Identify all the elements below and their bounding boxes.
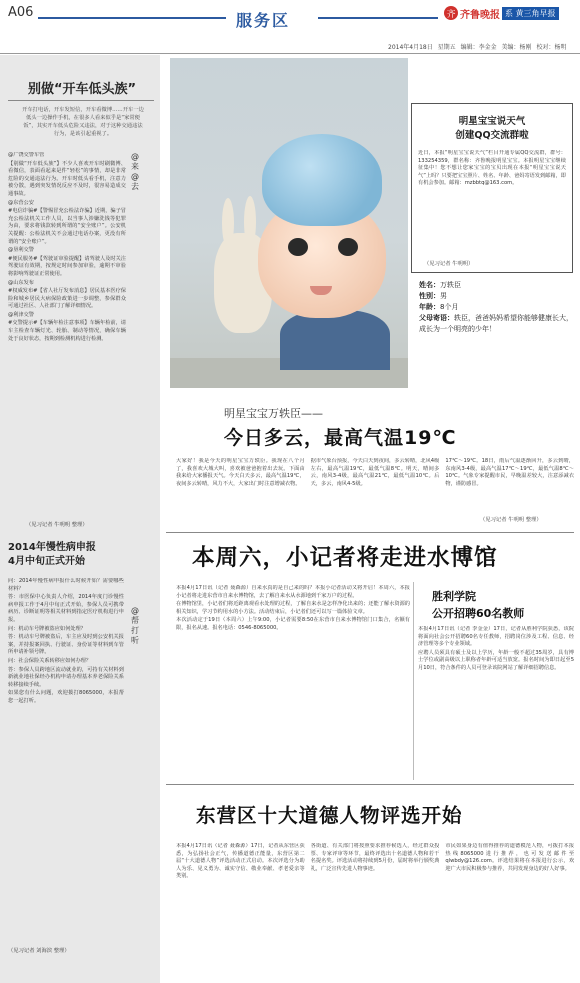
paragraph: 如果您有什么问题，欢迎拨打8065000，本报帮您一起打听。 xyxy=(8,690,124,704)
proofreader: 校对：杨明 xyxy=(536,44,567,51)
date: 2014年4月18日 xyxy=(388,44,433,51)
newspaper-logo xyxy=(444,4,572,22)
paragraph: @广饶交警车管 xyxy=(8,152,45,158)
paragraph: 本报4月17日讯（记者 聂森源）自来水真的是自己来的吗？本报小记者活动又将开启！本周六，本报小记者将走进东营市自来水博物馆，去了解自来水从水源地到千家万户的过程。 xyxy=(176,585,410,599)
paragraph: #交警提示#【车辆年检注意事项】车辆年检前，请车主检查车辆灯光、轮胎、制动等情况，确保车辆处于良好状态，按期到检测机构进行检测。 xyxy=(8,320,126,342)
gender-label: 性别： xyxy=(419,292,440,300)
baby-eye xyxy=(288,238,308,256)
section-divider xyxy=(166,532,574,533)
baby-age: 8个月 xyxy=(440,303,459,311)
column-divider xyxy=(413,582,414,780)
baby-body xyxy=(280,310,390,370)
section-title: 服务区 xyxy=(236,11,291,30)
paragraph: 答：机动车号牌被盗后，车主应及时到公安机关报案，并持报案回执、行驶证、身份证等材料到车管所申请补领号牌。 xyxy=(8,634,124,656)
weather-headline: 今日多云，最高气温19℃ xyxy=(224,427,457,449)
baby-name-row xyxy=(419,280,573,291)
baby-age-row xyxy=(419,302,573,313)
baby-gender: 男 xyxy=(440,292,447,300)
paragraph: @东营公安 xyxy=(8,199,34,206)
designer: 美编：杨刚 xyxy=(501,44,532,51)
message-label: 父母寄语： xyxy=(419,314,454,322)
left-intro-text: 开车打电话，开车发短信，开车看微博……开车一边低头一边操作手机，在很多人看来似乎是“家常便饭”，其实开车低头危险又违法，对于这种交通违法行为，是该引起重视了。 xyxy=(22,107,144,137)
paragraph: 答：参保人员跨地区流动就业的，可持有关材料到新就业地社保经办机构申请办理基本养老保险关系转移接续手续。 xyxy=(8,666,124,688)
paragraph: 本次活动定于19日（本周六）上午9:00，小记者需要8:50在东营市自来水博物馆门口集合，名额有限，报名从速。报名电话：0546-8065000。 xyxy=(176,617,410,631)
baby-hat xyxy=(262,134,382,226)
paragraph: 应聘人员须具有硕士及以上学历，年龄一般不超过35周岁，具有博士学位或副高级以上职称者年龄可适当放宽。报名时间为即日起至5月10日，符合条件的人员可登录该院网站了解详细招聘信息。 xyxy=(418,649,574,671)
text-column: 据市气象台预报，今天白天到夜间，多云转晴，北风4级左右，最高气温19℃，最低气温8℃。明天，晴间多云，南风3-4级，最高气温21℃，最低气温10℃。后天，多云，南风4-5级。 xyxy=(310,458,440,487)
notice-box-title: 明星宝宝说天气 创建QQ交流群啦 xyxy=(455,116,529,141)
text-column: 本报4月17日讯（记者 聂森源）17日，记者从东营区获悉，为弘扬社会正气，传播道德正能量，东营区第二届“十大道德人物”评选活动正式启动。本次评选分为助人为乐、见义勇为、诚实守信、敬业奉献、孝老爱亲等类别。 xyxy=(176,843,305,880)
paragraph: @利津交警 xyxy=(8,311,34,318)
logo-box: 系 黄三角早报 xyxy=(502,7,559,20)
paragraph: #便民服务#【驾驶证审验提醒】请驾驶人及时关注驾驶证有效期，按规定时间参加审验，逾期不审验将影响驾驶证正常使用。 xyxy=(8,255,126,277)
text-column: 大家好！我是今天的明星宝宝万轶臣。我现在八个月了，我喜欢大城大叫，喜欢被爸爸抱着出去玩。下面由我来给大家播报天气。今天白天多云，最高气温19℃，夜间多云转晴，风力不大，大家出门时注意增减衣物。 xyxy=(176,458,305,487)
paragraph: 本报4月17日讯（记者 李金金）17日，记者从胜利学院获悉，该院将面向社会公开招聘60名专任教师，招聘岗位涉及工程、信息、经济管理等多个专业领域。 xyxy=(418,626,574,648)
paragraph: 问：机动车号牌被盗应如何处理？ xyxy=(8,625,86,632)
text-column: 各街道、有关部门将按照要求推荐候选人，经过群众投票、专家评审等环节，最终评选出十名道德人物和若干名提名奖。评选活动将持续到5月份，届时将举行颁奖典礼，广泛宣传先进人物事迹。 xyxy=(310,843,440,872)
water-museum-body xyxy=(176,585,410,780)
left-headline-2: 2014年慢性病申报 4月中旬正式开始 xyxy=(8,542,96,567)
left-body-2 xyxy=(8,578,124,946)
header-rule-left xyxy=(38,17,226,19)
age-label: 年龄： xyxy=(419,303,440,311)
name-label: 姓名： xyxy=(419,281,440,289)
credit: （见习记者 刘海滨 整理） xyxy=(8,948,70,954)
paragraph: #电信诈骗#【警惕冒充公检法诈骗】近期，骗子冒充公检法机关工作人员，以当事人涉嫌洗钱等犯罪为由，要求将钱款转到所谓的“安全账户”。公安机关提醒：公检法机关不会通过电话办案，更没有所谓的“安全账户”。 xyxy=(8,208,126,245)
text-column: 市民如果身边有值得推荐的道德模范人物，可拨打本报热线8065000进行推荐，也可发送邮件至qlwbdy@126.com。评选结果将在本报进行公示，欢迎广大市民积极参与推荐，共同发现身边的好人好事。 xyxy=(445,843,575,872)
baby-info xyxy=(419,280,573,335)
paragraph: 在博物馆里，小记者们将近距离观看水处理的过程，了解自来水是怎样净化出来的；还能了解水资源的相关知识，学习节约用水的小方法。活动结束后，小记者们还可以写一篇体验文章。 xyxy=(176,601,410,615)
baby-photo xyxy=(170,58,408,388)
baby-message-row xyxy=(419,313,573,335)
paragraph: 【别做“开车低头族”】不少人喜欢开车时刷微博、看微信，表面看起来是件“轻松”的事情，却是非常危险的交通违法行为。开车时低头看手机，注意力被分散，遇到突发情况反应不及时，很容易造成交通事故。 xyxy=(8,160,126,197)
side-tag-help-ask: @帮打听 xyxy=(131,606,139,645)
school-body xyxy=(418,626,574,776)
paragraph: 问：2014年慢性病申报什么时候开始？需要哪些材料？ xyxy=(8,578,124,592)
baby-gender-row xyxy=(419,291,573,302)
page-number: A06 xyxy=(8,5,34,20)
left-divider xyxy=(8,100,154,101)
left-headline-1: 别做“开车低头族” xyxy=(28,82,137,97)
water-museum-headline: 本周六，小记者将走进水博馆 xyxy=(192,545,498,571)
logo-mark-icon: 齐 xyxy=(444,6,458,20)
parents-message: 轶臣，爸爸妈妈希望你能够健康长大，成长为一个明亮的少年！ xyxy=(419,314,573,333)
dateline xyxy=(388,42,566,51)
header-rule-right xyxy=(318,17,438,19)
credit: （见习记者 牛明明 整理） xyxy=(480,517,542,523)
credit: （见习记者 牛明明 整理） xyxy=(26,522,88,528)
notice-box-body: 近日，本报“明星宝宝说天气”栏目开通专属QQ交流群，群号：133254359，群名称：齐鲁晚报明星宝宝。本报明星宝宝继续征集中！您不想让您家宝宝的宝贝出现在本报“明星宝宝说天气”上吗？只要把宝宝照片、姓名、年龄、爸妈寄语发到邮箱，即有机会参加。邮箱：mzbbtq@163.com。 xyxy=(418,150,566,187)
paragraph: 答：市医保中心负责人介绍，2014年度门诊慢性病申报工作于4月中旬正式开始，参保人员可携带病历、诊断证明等相关材料到指定医疗机构进行申报。 xyxy=(8,594,124,623)
moral-figures-body xyxy=(176,843,574,978)
school-headline-2: 公开招聘60名教师 xyxy=(432,607,525,620)
paragraph: 问：社会保险关系转移应如何办理？ xyxy=(8,657,92,664)
baby-name: 万轶臣 xyxy=(440,281,461,289)
logo-text: 齐鲁晚报 xyxy=(460,9,500,21)
section-divider xyxy=(166,784,574,785)
baby-eye xyxy=(338,238,358,256)
header-divider xyxy=(0,53,580,54)
paragraph: @垦利交警 xyxy=(8,247,34,254)
paragraph: #权威发布#【省人社厅发布消息】居民基本医疗保险和城乡居民大病保险政策进一步调整，参保群众可通过社区、人社部门了解详细情况。 xyxy=(8,288,126,310)
paragraph: @山东发布 xyxy=(8,279,34,286)
weekday: 星期五 xyxy=(437,44,456,51)
side-tag-come-go: @来@去 xyxy=(131,152,139,191)
credit: （见习记者 牛明明） xyxy=(424,261,474,267)
weather-subtitle: 明星宝宝万轶臣—— xyxy=(224,407,323,420)
school-headline-1: 胜利学院 xyxy=(432,590,476,603)
text-column: 17℃～19℃。18日，雨后气温逐渐回升，多云到晴，东南风3-4级，最高气温17℃～19℃，最低气温8℃～10℃。气象专家提醒市民，早晚温差较大，注意添减衣物，谨防感冒。 xyxy=(445,458,575,487)
moral-figures-headline: 东营区十大道德人物评选开始 xyxy=(196,804,463,827)
left-body-1 xyxy=(8,152,126,520)
editor: 编辑：李金金 xyxy=(460,44,497,51)
